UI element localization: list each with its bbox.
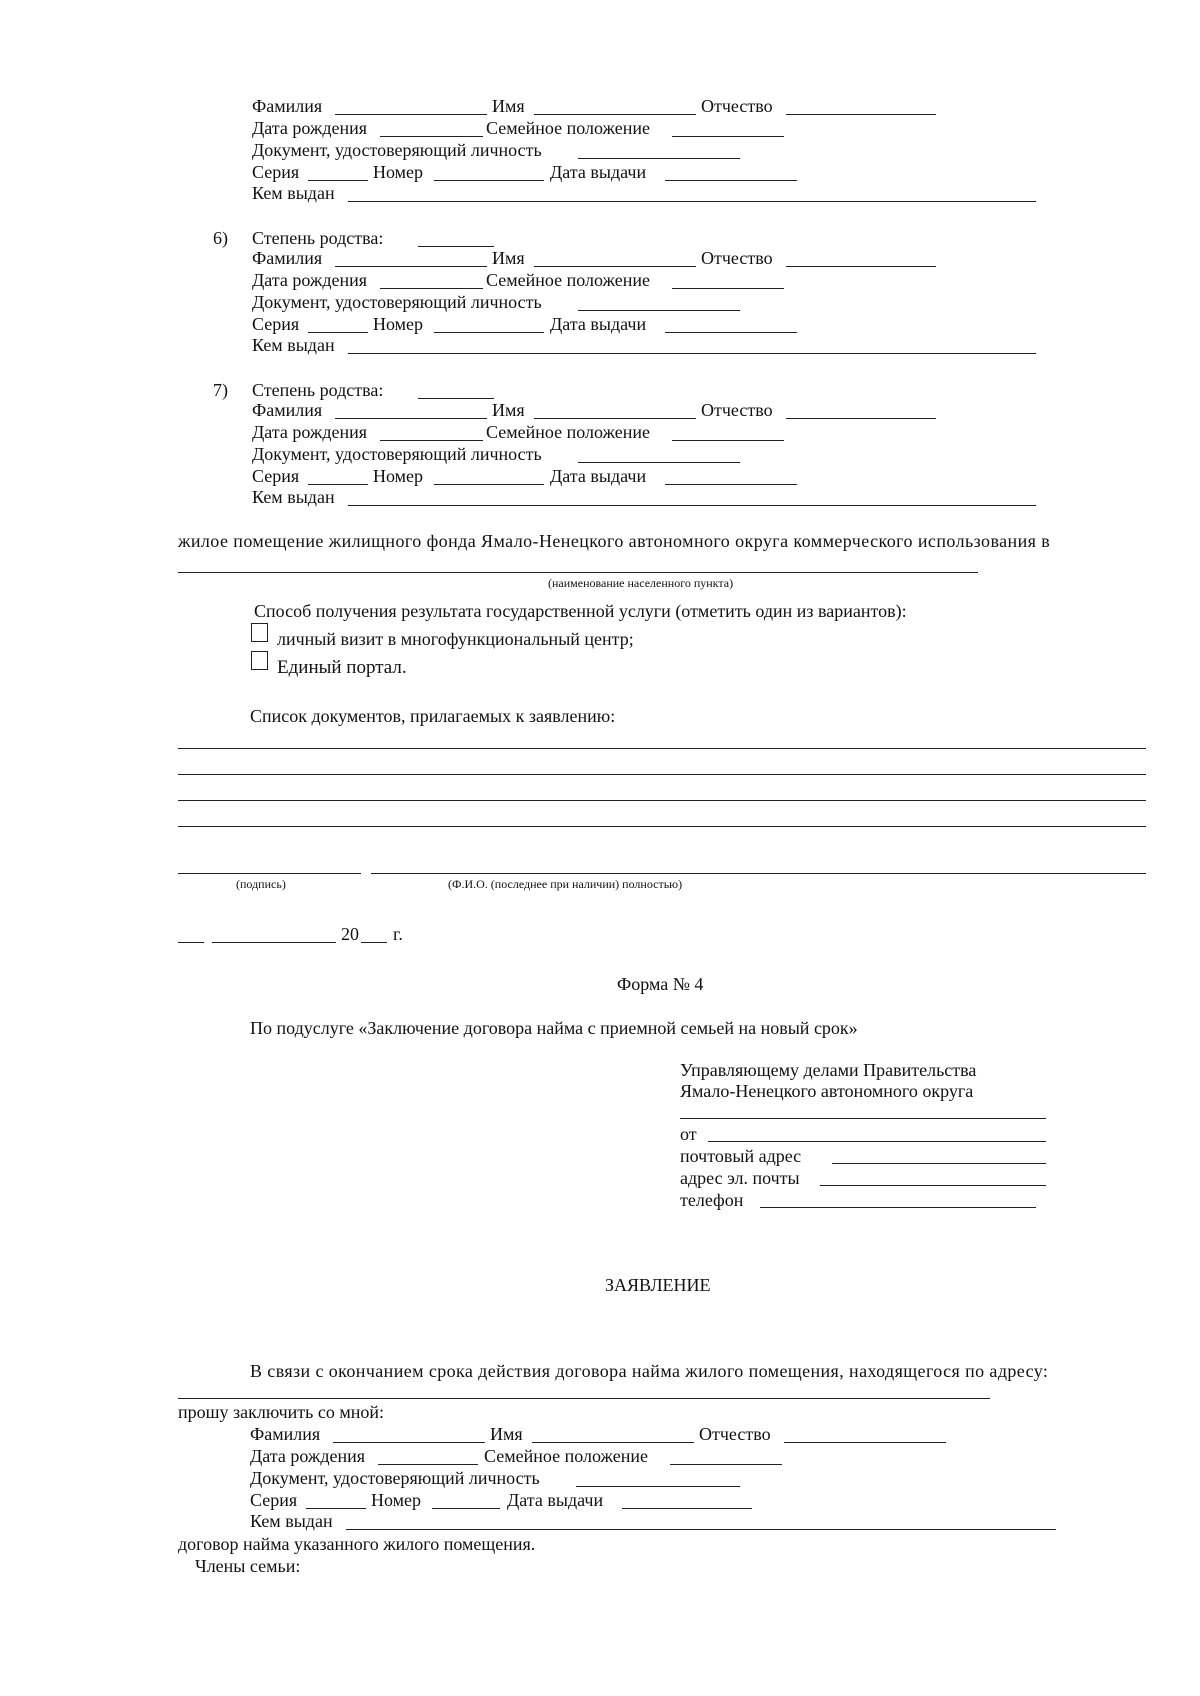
marital-field[interactable] — [672, 136, 784, 137]
document-field[interactable] — [576, 1486, 740, 1487]
series-label: Серия — [250, 1490, 298, 1510]
familiya-label: Фамилия — [252, 400, 323, 420]
imya-field[interactable] — [532, 1442, 694, 1443]
mfc-checkbox[interactable] — [251, 623, 268, 642]
document-field[interactable] — [578, 158, 740, 159]
familiya-field[interactable] — [333, 1442, 485, 1443]
number-label: Номер — [371, 1490, 422, 1510]
marital-field[interactable] — [670, 1464, 782, 1465]
addressee-name-field[interactable] — [680, 1118, 1046, 1119]
date-year-suffix: г. — [393, 924, 403, 944]
addressee-line-1: Управляющему делами Правительства — [680, 1060, 977, 1080]
issued-by-field[interactable] — [346, 1529, 1056, 1530]
issued-by-label: Кем выдан — [250, 1511, 333, 1531]
postal-address-label: почтовый адрес — [680, 1146, 802, 1166]
familiya-label: Фамилия — [250, 1424, 321, 1444]
kinship-field[interactable] — [418, 398, 494, 399]
issue-date-label: Дата выдачи — [550, 162, 647, 182]
imya-label: Имя — [492, 400, 525, 420]
otchestvo-label: Отчество — [699, 1424, 771, 1444]
imya-label: Имя — [490, 1424, 523, 1444]
issue-date-label: Дата выдачи — [507, 1490, 604, 1510]
settlement-caption: (наименование населенного пункта) — [548, 576, 734, 590]
marital-field[interactable] — [672, 440, 784, 441]
statement-heading: ЗАЯВЛЕНИЕ — [605, 1275, 711, 1295]
birthdate-field[interactable] — [378, 1464, 478, 1465]
marital-label: Семейное положение — [486, 422, 650, 442]
familiya-field[interactable] — [335, 418, 487, 419]
issued-by-label: Кем выдан — [252, 487, 335, 507]
series-field[interactable] — [308, 332, 368, 333]
imya-field[interactable] — [534, 114, 696, 115]
settlement-field[interactable] — [178, 572, 978, 573]
from-field[interactable] — [708, 1141, 1046, 1142]
imya-field[interactable] — [534, 418, 696, 419]
family-members-label: Члены семьи: — [195, 1556, 301, 1576]
birthdate-label: Дата рождения — [250, 1446, 366, 1466]
familiya-field[interactable] — [335, 266, 487, 267]
form-subtitle: По подуслуге «Заключение договора найма с приемной семьей на новый срок» — [250, 1018, 858, 1038]
kinship-label: Степень родства: — [252, 380, 384, 400]
document-label: Документ, удостоверяющий личность — [250, 1468, 540, 1488]
series-field[interactable] — [308, 180, 368, 181]
date-year-prefix: 20 — [341, 924, 359, 944]
relative-number: 7) — [213, 380, 228, 400]
familiya-label: Фамилия — [252, 248, 323, 268]
imya-field[interactable] — [534, 266, 696, 267]
housing-text: жилое помещение жилищного фонда Ямало-Ненецкого автономного округа коммерческого использования в — [178, 531, 1051, 551]
series-label: Серия — [252, 466, 300, 486]
marital-label: Семейное положение — [486, 118, 650, 138]
request-text: прошу заключить со мной: — [178, 1402, 384, 1422]
issue-date-field[interactable] — [665, 484, 797, 485]
marital-label: Семейное положение — [484, 1446, 648, 1466]
familiya-label: Фамилия — [252, 96, 323, 116]
birthdate-label: Дата рождения — [252, 270, 368, 290]
otchestvo-field[interactable] — [784, 1442, 946, 1443]
mfc-option-label: личный визит в многофункциональный центр; — [277, 629, 634, 649]
birthdate-field[interactable] — [380, 440, 483, 441]
issue-date-field[interactable] — [665, 180, 797, 181]
kinship-field[interactable] — [418, 246, 494, 247]
document-label: Документ, удостоверяющий личность — [252, 444, 542, 464]
issue-date-field[interactable] — [665, 332, 797, 333]
form-number: Форма № 4 — [617, 974, 704, 994]
documents-title: Список документов, прилагаемых к заявлению: — [250, 706, 616, 726]
imya-label: Имя — [492, 248, 525, 268]
series-field[interactable] — [306, 1508, 366, 1509]
document-line-3[interactable] — [178, 800, 1146, 801]
postal-address-field[interactable] — [832, 1163, 1046, 1164]
issued-by-field[interactable] — [348, 353, 1036, 354]
number-label: Номер — [373, 466, 424, 486]
document-field[interactable] — [578, 310, 740, 311]
birthdate-field[interactable] — [380, 288, 483, 289]
phone-field[interactable] — [760, 1207, 1036, 1208]
number-field[interactable] — [432, 1508, 500, 1509]
series-label: Серия — [252, 314, 300, 334]
date-month-field[interactable] — [212, 942, 336, 943]
signature-field[interactable] — [178, 873, 361, 874]
document-line-2[interactable] — [178, 774, 1146, 775]
issued-by-label: Кем выдан — [252, 183, 335, 203]
number-field[interactable] — [434, 484, 544, 485]
portal-checkbox[interactable] — [251, 651, 268, 670]
portal-option-label: Единый портал. — [277, 657, 407, 678]
email-label: адрес эл. почты — [680, 1168, 800, 1188]
otchestvo-label: Отчество — [701, 96, 773, 116]
otchestvo-field[interactable] — [786, 114, 936, 115]
statement-intro: В связи с окончанием срока действия договора найма жилого помещения, находящегося по адресу: — [250, 1361, 1049, 1381]
document-label: Документ, удостоверяющий личность — [252, 140, 542, 160]
number-label: Номер — [373, 314, 424, 334]
email-field[interactable] — [820, 1185, 1046, 1186]
imya-label: Имя — [492, 96, 525, 116]
method-title: Способ получения результата государственной услуги (отметить один из вариантов): — [254, 601, 907, 621]
relative-number: 6) — [213, 228, 228, 248]
issued-by-label: Кем выдан — [252, 335, 335, 355]
addressee-line-2: Ямало-Ненецкого автономного округа — [680, 1081, 974, 1101]
otchestvo-label: Отчество — [701, 400, 773, 420]
number-field[interactable] — [434, 332, 544, 333]
phone-label: телефон — [680, 1190, 744, 1210]
fio-field[interactable] — [371, 873, 1146, 874]
document-label: Документ, удостоверяющий личность — [252, 292, 542, 312]
address-field[interactable] — [178, 1398, 990, 1399]
birthdate-label: Дата рождения — [252, 118, 368, 138]
birthdate-label: Дата рождения — [252, 422, 368, 442]
signature-caption: (подпись) — [236, 877, 286, 891]
marital-label: Семейное положение — [486, 270, 650, 290]
issued-by-field[interactable] — [348, 505, 1036, 506]
date-day-field[interactable] — [178, 942, 204, 943]
issue-date-label: Дата выдачи — [550, 466, 647, 486]
document-line-1[interactable] — [178, 748, 1146, 749]
familiya-field[interactable] — [335, 114, 487, 115]
issue-date-label: Дата выдачи — [550, 314, 647, 334]
document-line-4[interactable] — [178, 826, 1146, 827]
document-field[interactable] — [578, 462, 740, 463]
series-field[interactable] — [308, 484, 368, 485]
contract-text: договор найма указанного жилого помещения. — [178, 1534, 536, 1554]
issue-date-field[interactable] — [622, 1508, 752, 1509]
number-label: Номер — [373, 162, 424, 182]
birthdate-field[interactable] — [380, 136, 483, 137]
otchestvo-field[interactable] — [786, 266, 936, 267]
kinship-label: Степень родства: — [252, 228, 384, 248]
number-field[interactable] — [434, 180, 544, 181]
otchestvo-field[interactable] — [786, 418, 936, 419]
fio-caption: (Ф.И.О. (последнее при наличии) полностью) — [448, 877, 683, 891]
series-label: Серия — [252, 162, 300, 182]
otchestvo-label: Отчество — [701, 248, 773, 268]
from-label: от — [680, 1124, 697, 1144]
date-year-field[interactable] — [361, 942, 387, 943]
issued-by-field[interactable] — [348, 201, 1036, 202]
marital-field[interactable] — [672, 288, 784, 289]
